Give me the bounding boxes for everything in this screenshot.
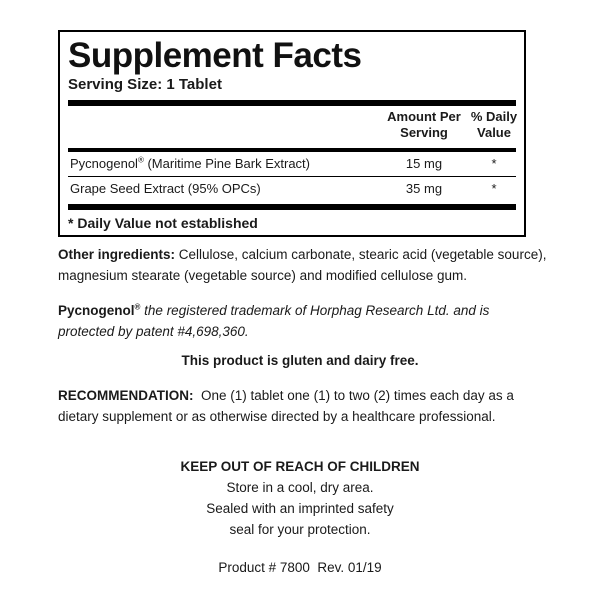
divider-thick (68, 204, 516, 210)
recommendation-text: One (1) tablet one (1) to two (2) times each day as a dietary supplement or as otherwise directed by a healthcare professional. (58, 388, 518, 424)
amount-header-line1: Amount Per (387, 109, 461, 124)
trademark-notice (58, 300, 548, 342)
serving-size: Serving Size: 1 Tablet (68, 76, 222, 93)
ingredient-dv: * (491, 156, 497, 171)
other-ingredients-text: Cellulose, calcium carbonate, stearic acid (vegetable source), magnesium stearate (vegetable source) and modified cellulose gum. (58, 247, 547, 283)
dv-header-line1: % Daily (470, 109, 518, 124)
gluten-dairy-statement: This product is gluten and dairy free. (181, 353, 419, 368)
dv-header-line2: Value (477, 125, 511, 140)
registered-mark: ® (134, 302, 141, 312)
column-header-row (68, 106, 516, 148)
product-number: Product # 7800 Rev. 01/19 (218, 560, 382, 575)
seal-line-1: Sealed with an imprinted safety (206, 501, 394, 516)
trademark-name: Pycnogenol (58, 303, 135, 318)
ingredient-row (68, 177, 516, 201)
daily-value-footnote: * Daily Value not established (68, 215, 258, 231)
facts-title: Supplement Facts (68, 36, 362, 75)
seal-line-2: seal for your protection. (229, 522, 371, 537)
amount-header-line2: Serving (400, 125, 448, 140)
daily-value-header (464, 109, 524, 141)
other-ingredients (58, 244, 548, 286)
recommendation-label: RECOMMENDATION: (58, 388, 194, 403)
ingredient-name (70, 152, 310, 176)
ingredient-name-rest: (Maritime Pine Bark Extract) (143, 156, 311, 171)
warning-title: KEEP OUT OF REACH OF CHILDREN (180, 459, 420, 474)
registered-mark: ® (137, 155, 144, 165)
other-ingredients-label: Other ingredients: (58, 247, 176, 262)
recommendation (58, 385, 548, 427)
amount-per-serving-header (384, 109, 464, 141)
supplement-facts-panel (58, 30, 526, 237)
ingredient-row (68, 152, 516, 176)
ingredient-amount: 35 mg (405, 181, 443, 196)
ingredient-name-main: Pycnogenol (70, 156, 138, 171)
ingredient-amount: 15 mg (405, 156, 443, 171)
ingredient-name: Grape Seed Extract (95% OPCs) (70, 181, 261, 196)
ingredient-dv: * (491, 181, 497, 196)
storage-line: Store in a cool, dry area. (226, 480, 374, 495)
trademark-text: the registered trademark of Horphag Research Ltd. and is protected by patent #4,698,360. (58, 303, 490, 339)
